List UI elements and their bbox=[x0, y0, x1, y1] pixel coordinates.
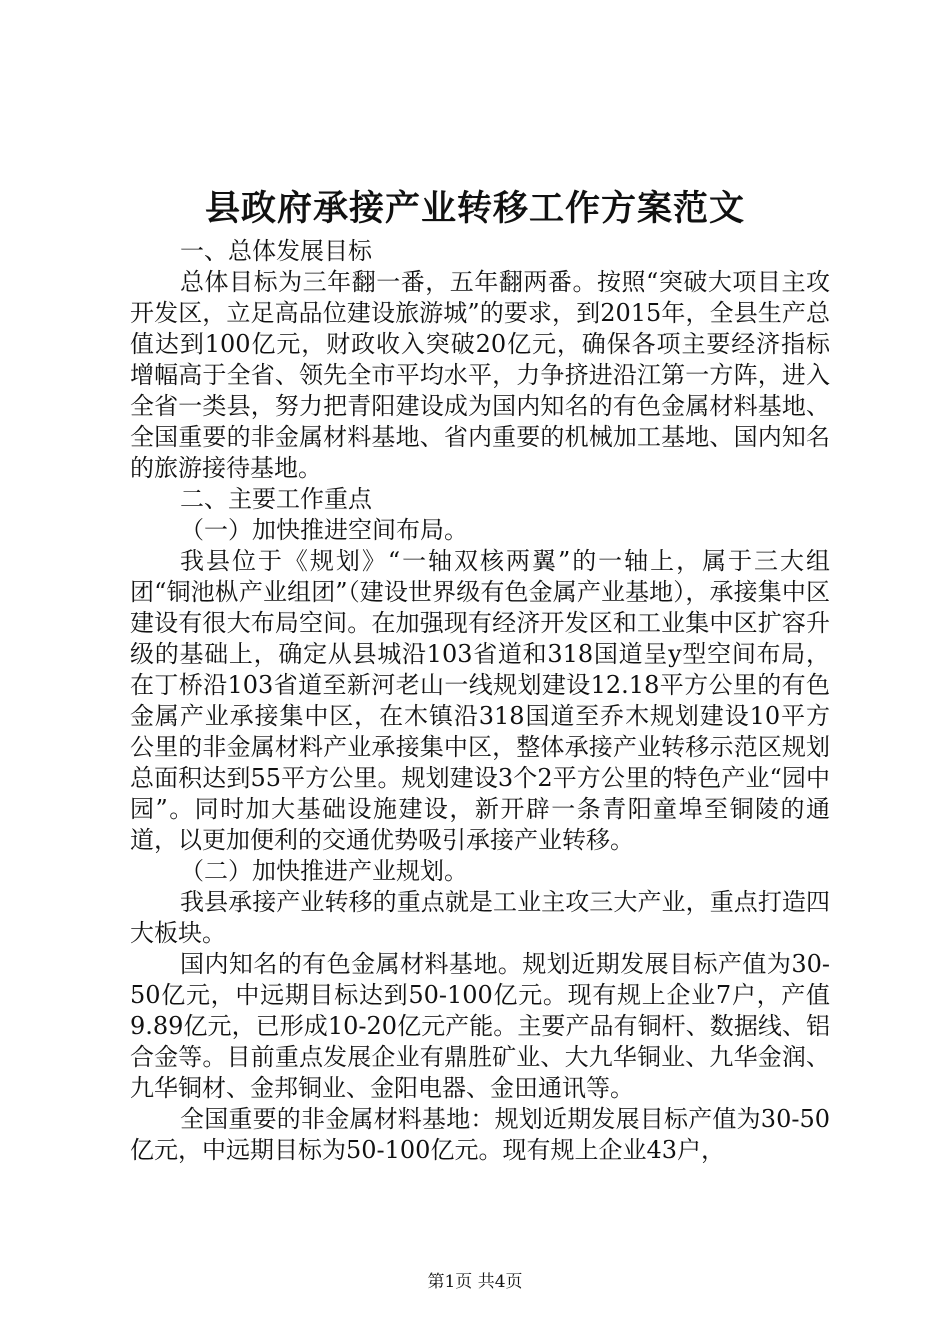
paragraph: 我县位于《规划》“一轴双核两翼”的一轴上，属于三大组团“铜池枞产业组团”（建设世界级有色金属产业基地），承接集中区建设有很大布局空间。在加强现有经济开发区和工业集中区扩容升级的基础上，确定从县城沿103省道和318国道呈y型空间布局，在丁桥沿103省道至新河老山一线规划建设12.18平方公里的有色金属产业承接集中区，在木镇沿318国道至乔木规划建设10平方公里的非金属材料产业承接集中区，整体承接产业转移示范区规划总面积达到55平方公里。规划建设3个2平方公里的特色产业“园中园”。同时加大基础设施建设，新开辟一条青阳童埠至铜陵的通道，以更加便利的交通优势吸引承接产业转移。 bbox=[130, 547, 830, 854]
paragraph: 全国重要的非金属材料基地：规划近期发展目标产值为30-50亿元，中远期目标为50-100亿元。现有规上企业43户， bbox=[130, 1105, 830, 1164]
page-number-footer: 第1页 共4页 bbox=[427, 1272, 523, 1292]
section-heading: 一、总体发展目标 bbox=[180, 237, 372, 265]
paragraph: 我县承接产业转移的重点就是工业主攻三大产业，重点打造四大板块。 bbox=[130, 888, 830, 947]
paragraph: 总体目标为三年翻一番，五年翻两番。按照“突破大项目主攻开发区，立足高品位建设旅游城”的要求，到2015年，全县生产总值达到100亿元，财政收入突破20亿元，确保各项主要经济指标增幅高于全省、领先全市平均水平，力争挤进沿江第一方阵，进入全省一类县，努力把青阳建设成为国内知名的有色金属材料基地、全国重要的非金属材料基地、省内重要的机械加工基地、国内知名的旅游接待基地。 bbox=[130, 268, 830, 482]
document-body bbox=[130, 236, 830, 1166]
subsection-heading: （二）加快推进产业规划。 bbox=[180, 857, 468, 885]
section-heading: 二、主要工作重点 bbox=[180, 485, 372, 513]
document-title: 县政府承接产业转移工作方案范文 bbox=[204, 188, 745, 229]
paragraph: 国内知名的有色金属材料基地。规划近期发展目标产值为30-50亿元，中远期目标达到50-100亿元。现有规上企业7户，产值9.89亿元，已形成10-20亿元产能。主要产品有铜杆、数据线、铝合金等。目前重点发展企业有鼎胜矿业、大九华铜业、九华金润、九华铜材、金邦铜业、金阳电器、金田通讯等。 bbox=[130, 950, 830, 1102]
subsection-heading: （一）加快推进空间布局。 bbox=[180, 516, 468, 544]
